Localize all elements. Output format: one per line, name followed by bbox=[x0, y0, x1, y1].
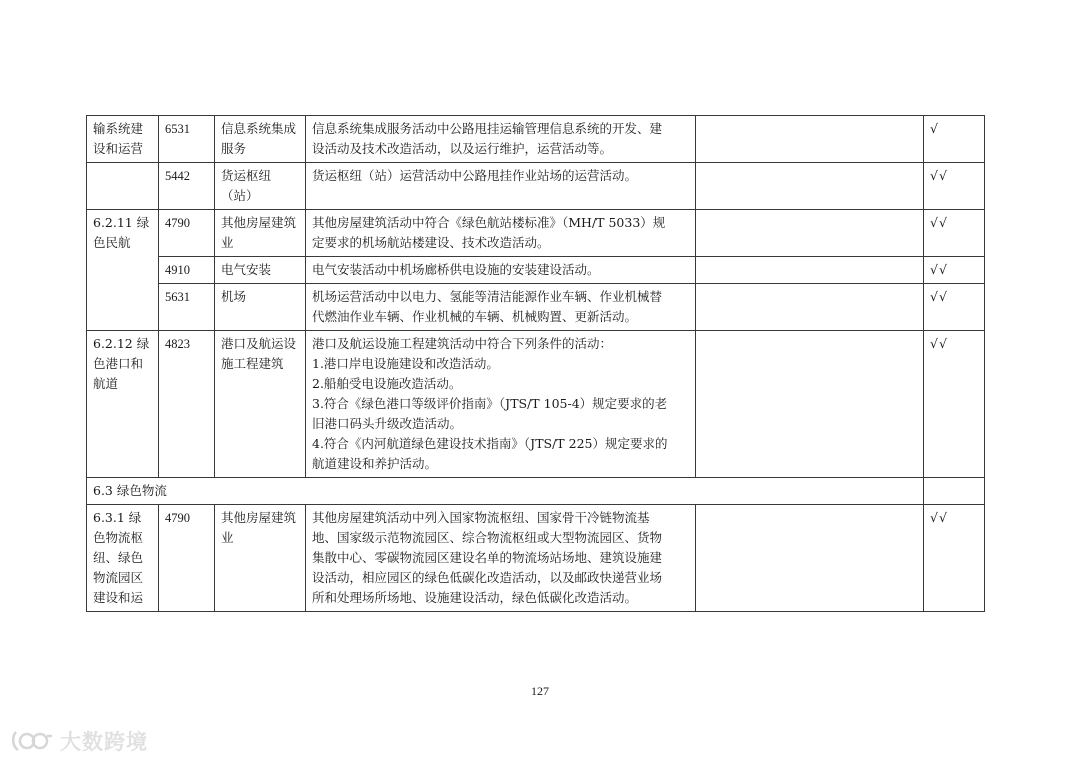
industry-cell: 货运枢纽（站） bbox=[215, 163, 306, 210]
category-cell: 输系统建设和运营 bbox=[87, 116, 159, 163]
description-cell bbox=[306, 257, 696, 284]
industry-cell: 机场 bbox=[215, 284, 306, 331]
table-row bbox=[87, 257, 985, 284]
check-mark-cell: √√ bbox=[924, 284, 985, 331]
description-line: 代燃油作业车辆、作业机械的车辆、机械购置、更新活动。 bbox=[312, 309, 638, 324]
description-line: 其他房屋建筑活动中列入国家物流枢纽、国家骨干冷链物流基 bbox=[312, 510, 650, 525]
table-row bbox=[87, 284, 985, 331]
category-cell: 6.3.1 绿色物流枢纽、绿色物流园区建设和运 bbox=[87, 505, 159, 612]
empty-cell bbox=[696, 331, 924, 478]
description-line: 集散中心、零碳物流园区建设名单的物流场站场地、建筑设施建 bbox=[312, 550, 663, 565]
table-row bbox=[87, 210, 985, 257]
empty-cell bbox=[696, 505, 924, 612]
code-cell: 5631 bbox=[159, 284, 215, 331]
check-mark-cell: √ bbox=[924, 116, 985, 163]
industry-cell: 其他房屋建筑业 bbox=[215, 505, 306, 612]
page-number: 127 bbox=[531, 684, 549, 698]
description-line: 其他房屋建筑活动中符合《绿色航站楼标准》（MH/T 5033）规 bbox=[312, 215, 666, 230]
description-line: 定要求的机场航站楼建设、技术改造活动。 bbox=[312, 235, 550, 250]
industry-cell: 信息系统集成服务 bbox=[215, 116, 306, 163]
empty-cell bbox=[696, 163, 924, 210]
category-cell: 6.2.12 绿色港口和航道 bbox=[87, 331, 159, 478]
description-cell bbox=[306, 163, 696, 210]
table-row bbox=[87, 505, 985, 612]
description-line: 港口及航运设施工程建筑活动中符合下列条件的活动： bbox=[312, 336, 613, 351]
category-cell bbox=[87, 163, 159, 210]
empty-cell bbox=[696, 257, 924, 284]
code-cell: 4823 bbox=[159, 331, 215, 478]
category-cell: 6.2.11 绿色民航 bbox=[87, 210, 159, 331]
industry-cell: 其他房屋建筑业 bbox=[215, 210, 306, 257]
industry-cell: 电气安装 bbox=[215, 257, 306, 284]
description-line: 所和处理场所场地、设施建设活动，绿色低碳化改造活动。 bbox=[312, 590, 638, 605]
table-row bbox=[87, 163, 985, 210]
description-line: 1.港口岸电设施建设和改造活动。 bbox=[312, 356, 499, 371]
description-cell bbox=[306, 116, 696, 163]
code-cell: 5442 bbox=[159, 163, 215, 210]
watermark bbox=[10, 726, 148, 756]
description-line: 2.船舶受电设施改造活动。 bbox=[312, 376, 462, 391]
description-cell bbox=[306, 331, 696, 478]
description-line: 信息系统集成服务活动中公路甩挂运输管理信息系统的开发、建 bbox=[312, 121, 663, 136]
code-cell: 6531 bbox=[159, 116, 215, 163]
empty-cell bbox=[696, 116, 924, 163]
section-row bbox=[87, 478, 985, 505]
description-line: 旧港口码头升级改造活动。 bbox=[312, 416, 463, 431]
empty-cell bbox=[924, 478, 985, 505]
classification-table bbox=[86, 115, 985, 612]
section-heading: 6.3 绿色物流 bbox=[87, 478, 924, 505]
table-row bbox=[87, 331, 985, 478]
watermark-logo-icon bbox=[10, 728, 54, 754]
check-mark-cell: √√ bbox=[924, 257, 985, 284]
check-mark-cell: √√ bbox=[924, 505, 985, 612]
code-cell: 4790 bbox=[159, 505, 215, 612]
description-line: 电气安装活动中机场廊桥供电设施的安装建设活动。 bbox=[312, 262, 600, 277]
empty-cell bbox=[696, 210, 924, 257]
description-cell bbox=[306, 505, 696, 612]
description-line: 4.符合《内河航道绿色建设技术指南》（JTS/T 225）规定要求的 bbox=[312, 436, 668, 451]
empty-cell bbox=[696, 284, 924, 331]
code-cell: 4790 bbox=[159, 210, 215, 257]
description-line: 设活动及技术改造活动，以及运行维护，运营活动等。 bbox=[312, 141, 613, 156]
description-cell bbox=[306, 284, 696, 331]
description-line: 航道建设和养护活动。 bbox=[312, 456, 438, 471]
watermark-text: 大数跨境 bbox=[60, 730, 148, 754]
description-line: 地、国家级示范物流园区、综合物流枢纽或大型物流园区、货物 bbox=[312, 530, 663, 545]
code-cell: 4910 bbox=[159, 257, 215, 284]
industry-cell: 港口及航运设施工程建筑 bbox=[215, 331, 306, 478]
description-line: 货运枢纽（站）运营活动中公路甩挂作业站场的运营活动。 bbox=[312, 168, 638, 183]
description-line: 设活动，相应园区的绿色低碳化改造活动，以及邮政快递营业场 bbox=[312, 570, 663, 585]
check-mark-cell: √√ bbox=[924, 210, 985, 257]
description-cell bbox=[306, 210, 696, 257]
table-row bbox=[87, 116, 985, 163]
description-line: 3.符合《绿色港口等级评价指南》（JTS/T 105-4）规定要求的老 bbox=[312, 396, 668, 411]
check-mark-cell: √√ bbox=[924, 331, 985, 478]
check-mark-cell: √√ bbox=[924, 163, 985, 210]
description-line: 机场运营活动中以电力、氢能等清洁能源作业车辆、作业机械替 bbox=[312, 289, 663, 304]
